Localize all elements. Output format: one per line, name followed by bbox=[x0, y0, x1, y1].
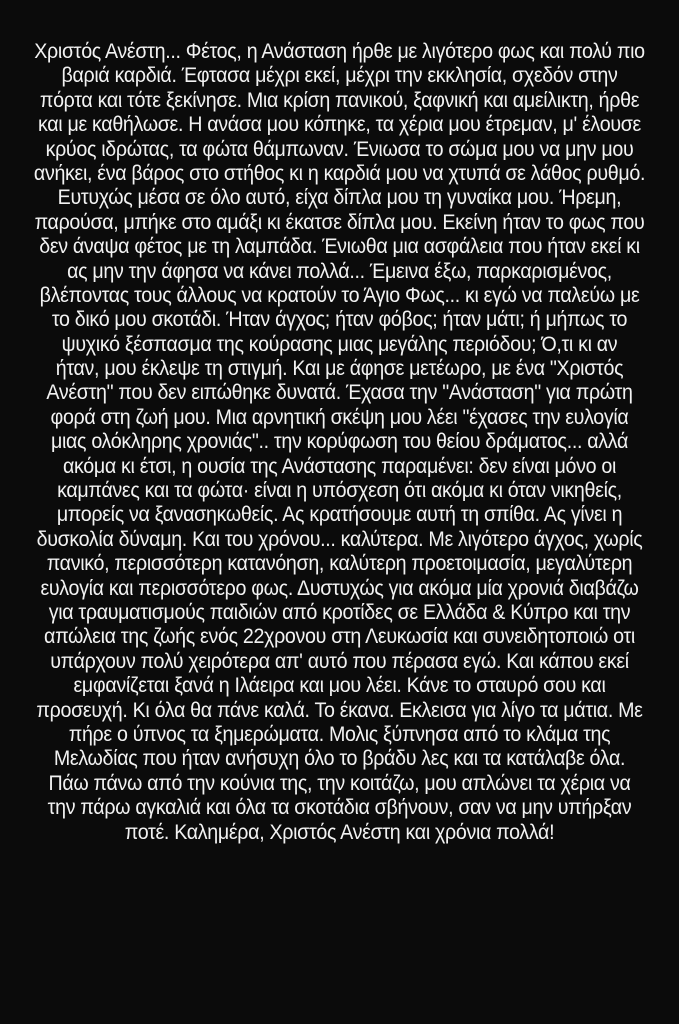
story-line: μπορείς να ξανασηκωθείς. Ας κρατήσουμε αυτή τη σπίθα. Ας γίνει η bbox=[56, 503, 623, 527]
story-line: φορά στη ζωή μου. Μια αρνητική σκέψη μου λέει "έχασες την ευλογία bbox=[50, 405, 629, 429]
story-line: την πάρω αγκαλιά και όλα τα σκοτάδια σβήνουν, σαν να μην υπήρξαν bbox=[47, 796, 632, 820]
story-line: ας μην την άφησα να κάνει πολλά... Έμεινα έξω, παρκαρισμένος, bbox=[67, 259, 612, 283]
story-line: Χριστός Ανέστη... Φέτος, η Ανάσταση ήρθε με λιγότερο φως και πολύ πιο bbox=[34, 40, 645, 63]
story-line: μιας ολόκληρης χρονιάς".. την κορύφωση του θείου δράματος... αλλά bbox=[50, 430, 629, 454]
story-line: δυσκολία δύναμη. Και του χρόνου... καλύτερα. Με λιγότερο άγχος, χωρίς bbox=[36, 527, 643, 551]
story-line: πανικό, περισσότερη κατανόηση, καλύτερη προετοιμασία, μεγαλύτερη bbox=[46, 552, 633, 576]
story-line: ανήκει, ένα βάρος στο στήθος κι η καρδιά μου να χτυπά σε λάθος ρυθμό. bbox=[33, 161, 646, 185]
story-line: Πάω πάνω από την κούνια της, την κοιτάζω, μου απλώνει τα χέρια να bbox=[48, 771, 631, 795]
story-line: προσευχή. Κι όλα θα πάνε καλά. Το έκανα. Εκλεισα για λίγο τα μάτια. Με bbox=[36, 698, 643, 722]
story-line: κρύος ιδρώτας, τα φώτα θάμπωναν. Ένιωσα το σώμα μου να μην μου bbox=[45, 137, 634, 161]
story-line: δεν άναψα φέτος με τη λαμπάδα. Ένιωθα μια ασφάλεια που ήταν εκεί κι bbox=[39, 235, 640, 259]
story-line: ήταν, μου έκλεψε τη στιγμή. Και με άφησε μετέωρο, με ένα "Χριστός bbox=[55, 357, 624, 381]
story-line: το δικό μου σκοτάδι. Ήταν άγχος; ήταν φόβος; ήταν μάτι; ή μήπως το bbox=[51, 308, 628, 332]
story-line: εμφανίζεται ξανά η Ιλάειρα και μου λέει. Κάνε το σταυρό σου και bbox=[73, 674, 606, 698]
story-line: υπάρχουν πολύ χειρότερα απ' αυτό που πέρασα εγώ. Και κάπου εκεί bbox=[50, 649, 629, 673]
story-line: παρούσα, μπήκε στο αμάξι κι έκατσε δίπλα μου. Εκείνη ήταν το φως που bbox=[34, 210, 645, 234]
story-line: βλέποντας τους άλλους να κρατούν το Άγιο Φως... κι εγώ να παλεύω με bbox=[39, 283, 640, 307]
story-line: ποτέ. Καλημέρα, Χριστός Ανέστη και χρόνια πολλά! bbox=[124, 820, 555, 844]
story-line: βαριά καρδιά. Έφτασα μέχρι εκεί, μέχρι την εκκλησία, σχεδόν στην bbox=[61, 64, 618, 88]
story-line: Ανέστη" που δεν ειπώθηκε δυνατά. Έχασα την "Ανάσταση" για πρώτη bbox=[46, 381, 633, 405]
story-line: Μελωδίας που ήταν ανήσυχη όλο το βράδυ λες και τα κατάλαβε όλα. bbox=[53, 747, 626, 771]
story-line: για τραυματισμούς παιδιών από κροτίδες σε Ελλάδα & Κύπρο και την bbox=[48, 600, 631, 624]
story-line: καμπάνες και τα φώτα· είναι η υπόσχεση ότι ακόμα κι όταν νικηθείς, bbox=[57, 479, 622, 503]
story-line: και με καθήλωσε. Η ανάσα μου κόπηκε, τα χέρια μου έτρεμαν, μ' έλουσε bbox=[37, 113, 641, 137]
story-line: πόρτα και τότε ξεκίνησε. Μια κρίση πανικού, ξαφνική και αμείλικτη, ήρθε bbox=[39, 88, 640, 112]
story-line: απώλεια της ζωής ενός 22χρονου στη Λευκωσία και συνειδητοποιώ οτι bbox=[44, 625, 635, 649]
story-line: ψυχικό ξέσπασμα της κούρασης μιας μεγάλης περιόδου; Ό,τι κι αν bbox=[61, 332, 618, 356]
story-line: πήρε ο ύπνος τα ξημερώματα. Μολις ξύπνησα από το κλάμα της bbox=[68, 722, 611, 746]
story-line: ευλογία και περισσότερο φως. Δυστυχώς για ακόμα μία χρονιά διαβάζω bbox=[40, 576, 639, 600]
story-text-block bbox=[0, 40, 679, 845]
story-line: Ευτυχώς μέσα σε όλο αυτό, είχα δίπλα μου τη γυναίκα μου. Ήρεμη, bbox=[57, 186, 622, 210]
story-line: ακόμα κι έτσι, η ουσία της Ανάστασης παραμένει: δεν είναι μόνο οι bbox=[62, 454, 617, 478]
